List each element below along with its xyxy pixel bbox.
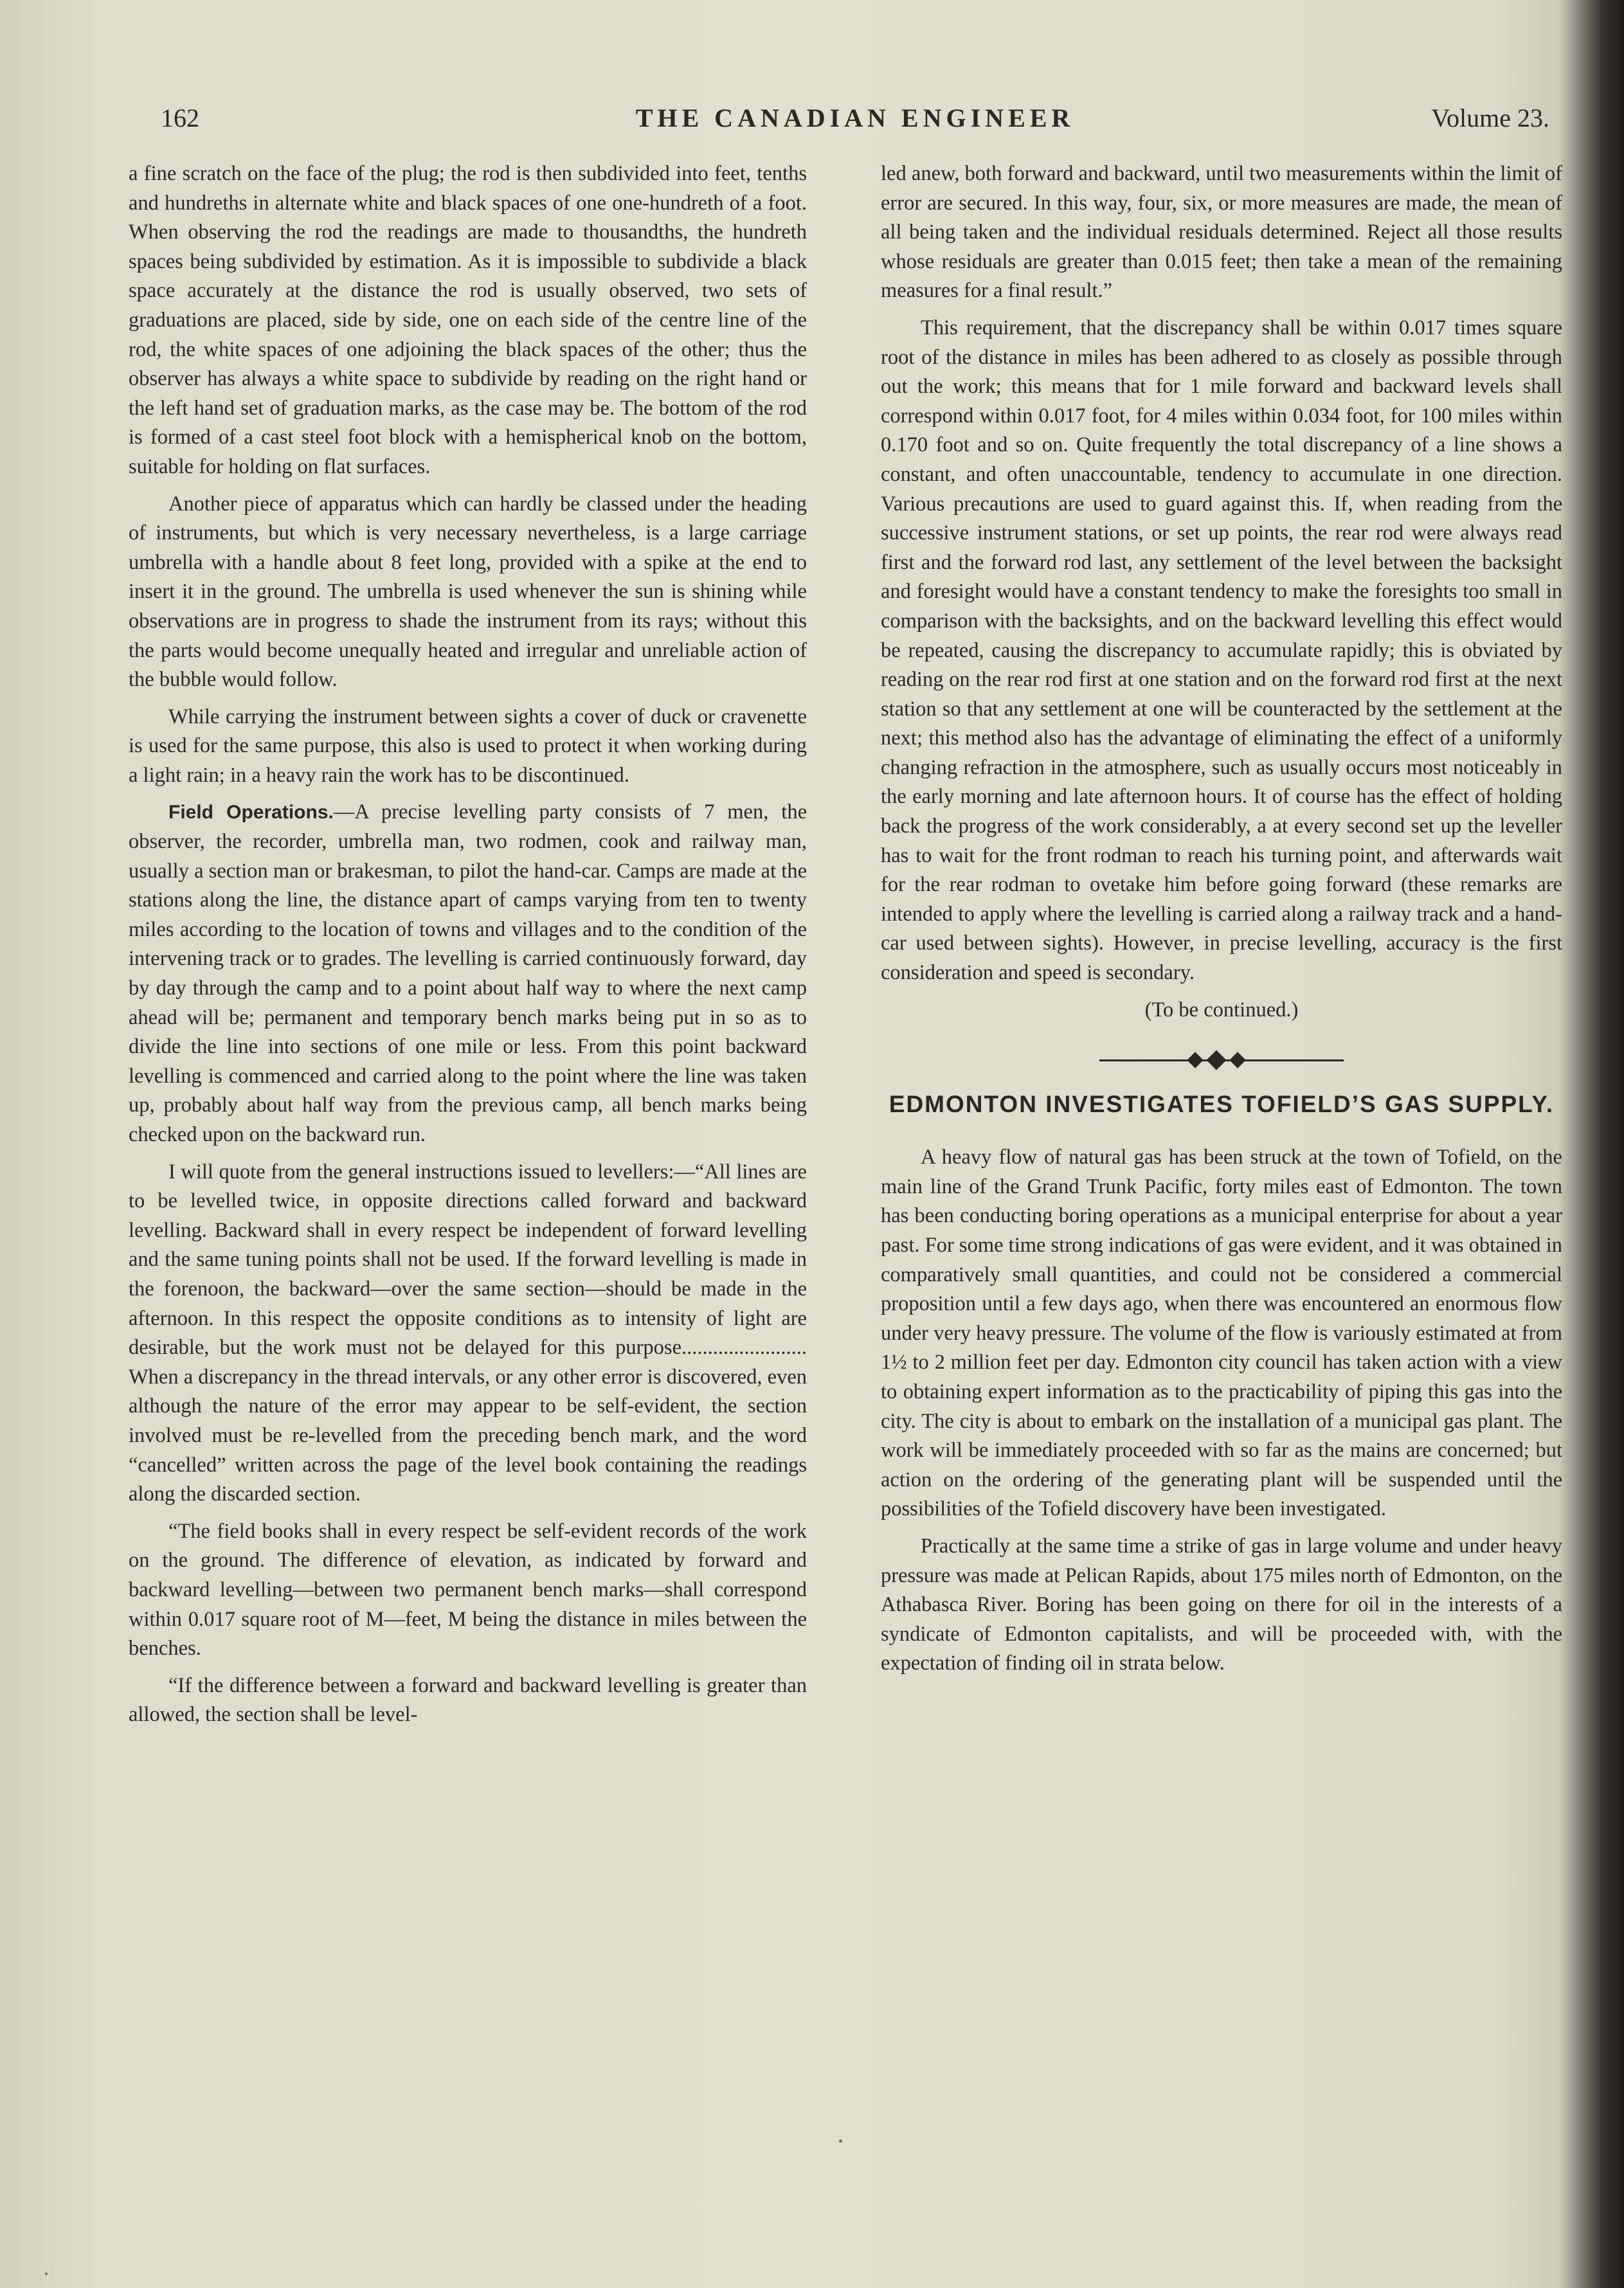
right-column (881, 159, 1562, 1686)
paper-speck (45, 2273, 48, 2275)
divider-diamond (1206, 1050, 1226, 1070)
paragraph: I will quote from the general instructions issued to levellers:—“All lines are to be levelled twice, in opposite directions called forward and backward levelling. Backward shall in every respect be independent of forward levelling and the same tuning points shall not be used. If the forward levelling is made in the forenoon, the backward—over the same section—should be made in the afternoon. In this respect the opposite conditions as to intensity of light are desirable, but the work must not be delayed for this purpose........................ When a discrepancy in the thread intervals, or any other error is discovered, even although the nature of the error may appear to be self-evident, the section involved must be re-levelled from the preceding bench mark, and the word “cancelled” written across the page of the level book containing the readings along the discarded section. (129, 1160, 807, 1506)
journal-title: THE CANADIAN ENGINEER (635, 104, 1075, 132)
paragraph: Practically at the same time a strike of gas in large volume and under heavy pressure was made at Pelican Rapids, about 175 miles north of Edmonton, on the Athabasca River. Boring has been going on there for oil in the interests of a syndicate of Edmonton capitalists, and will be proceeded with, with the expectation of finding oil in strata below. (881, 1534, 1562, 1675)
paragraph: While carrying the instrument between sights a cover of duck or cravenette is used for the same purpose, this also is used to protect it when working during a light rain; in a heavy rain the work has to be discontinued. (129, 705, 807, 787)
paragraph-text: —A precise levelling party consists of 7 men, the observer, the recorder, umbrella man, two rodmen, cook and railway man, usually a section man or brakesman, to pilot the hand-car. Camps are made at the stations along the line, the distance apart of camps varying from ten to twenty miles according to the location of towns and villages and to the condition of the intervening track or to grades. The levelling is carried continuously forward, day by day through the camp and to a point about half way to where the next camp ahead will be; permanent and temporary bench marks being put in so as to divide the line into sections of one mile or less. From this point backward levelling is commenced and carried along to the point where the line was taken up, probably about half way from the previous camp, all bench marks being checked upon on the backward run. (129, 800, 807, 1146)
paragraph: This requirement, that the discrepancy shall be within 0.017 times square root of the distance in miles has been adhered to as closely as possible through out the work; this means that for 1 mile forward and backward levels shall correspond within 0.017 foot, for 4 miles within 0.034 foot, for 100 miles within 0.170 foot and so on. Quite frequently the total discrepancy of a line shows a constant, and often unaccountable, tendency to accumulate in one direction. Various precautions are used to guard against this. If, when reading from the successive instrument stations, or set up points, the rear rod were always read first and the forward rod last, any settlement of the level between the backsight and foresight would have a constant tendency to make the foresights too small in comparison with the backsights, and on the backward levelling this effect would be repeated, causing the discrepancy to accumulate rapidly; this is obviated by reading on the rear rod first at one station and on the forward rod first at the next station so that any settlement at one will be counteracted by the settlement at the next; this method also has the advantage of eliminating the effect of a uniformly changing refraction in the atmosphere, such as usually occurs most noticeably in the early morning and late afternoon hours. It of course has the effect of holding back the progress of the work considerably, a at every second set up the leveller has to wait for the front rodman to reach his turning point, and afterwards wait for the rear rodman to ovetake him before going forward (these remarks are intended to apply where the levelling is carried along a railway track and a hand-car used between sights). However, in precise levelling, accuracy is the first consideration and speed is secondary. (881, 316, 1562, 985)
paragraph: Another piece of apparatus which can hardly be classed under the heading of instruments, but which is very necessary nevertheless, is a large carriage umbrella with a handle about 8 feet long, provided with a spike at the end to insert it in the ground. The umbrella is used whenever the sun is shining while observations are in progress to shade the instrument from its rays; without this the parts would become unequally heated and irregular and unreliable action of the bubble would follow. (129, 492, 807, 692)
paragraph: “The field books shall in every respect be self-evident records of the work on the ground. The difference of elevation, as indicated by forward and backward levelling—between two permanent bench marks—shall correspond within 0.017 square root of M—feet, M being the distance in miles between the benches. (129, 1519, 807, 1661)
paragraph: A heavy flow of natural gas has been struck at the town of Tofield, on the main line of the Grand Trunk Pacific, forty miles east of Edmonton. The town has been conducting boring operations as a municipal enterprise for about a year past. For some time strong indications of gas were evident, and it was obtained in comparatively small quantities, and could not be considered a commercial proposition until a few days ago, when there was encountered an enormous flow under very heavy pressure. The volume of the flow is variously estimated at from 1½ to 2 million feet per day. Edmonton city council has taken action with a view to obtaining expert information as to the practicability of piping this gas into the city. The city is about to embark on the installation of a municipal gas plant. The work will be immediately proceeded with so far as the mains are concerned; but action on the ordering of the generating plant will be suspended until the possibilities of the Tofield discovery have been investigated. (881, 1146, 1562, 1521)
section-heading: Field Operations. (168, 802, 334, 824)
left-column (129, 159, 807, 1738)
paragraph: led anew, both forward and backward, until two measurements within the limit of error are secured. In this way, four, six, or more measures are made, the mean of all being taken and the individual residuals determined. Reject all those results whose residuals are greater than 0.015 feet; then take a mean of the remaining measures for a final result.” (881, 162, 1562, 303)
ornamental-divider (881, 1044, 1562, 1076)
to-be-continued: (To be continued.) (1144, 998, 1299, 1022)
divider-diamond (1187, 1052, 1203, 1068)
divider-diamond (1229, 1052, 1245, 1068)
paragraph: a fine scratch on the face of the plug; the rod is then subdivided into feet, tenths and hundreths in alternate white and black spaces of one one-hundreth of a foot. When observing the rod the readings are made to thousandths, the hundreth spaces being subdivided by estimation. As it is impossible to subdivide a black space accurately at the distance the rod is usually observed, two sets of graduations are placed, side by side, one on each side of the centre line of the rod, the white spaces of one adjoining the black spaces of the other; thus the observer has always a white space to subdivide by reading on the right hand or the left hand set of graduation marks, as the case may be. The bottom of the rod is formed of a cast steel foot block with a hemispherical knob on the bottom, suitable for holding on flat surfaces. (129, 162, 807, 478)
running-head (161, 103, 1549, 141)
paragraph: “If the difference between a forward and backward levelling is greater than allowed, the section shall be level- (129, 1673, 807, 1727)
paper-speck (839, 2139, 842, 2143)
article-title: EDMONTON INVESTIGATES TOFIELD’S GAS SUPPLY. (889, 1091, 1555, 1118)
page-number: 162 (161, 104, 199, 132)
volume-label: Volume 23. (1431, 104, 1549, 132)
paragraph-field-operations (129, 798, 807, 1149)
